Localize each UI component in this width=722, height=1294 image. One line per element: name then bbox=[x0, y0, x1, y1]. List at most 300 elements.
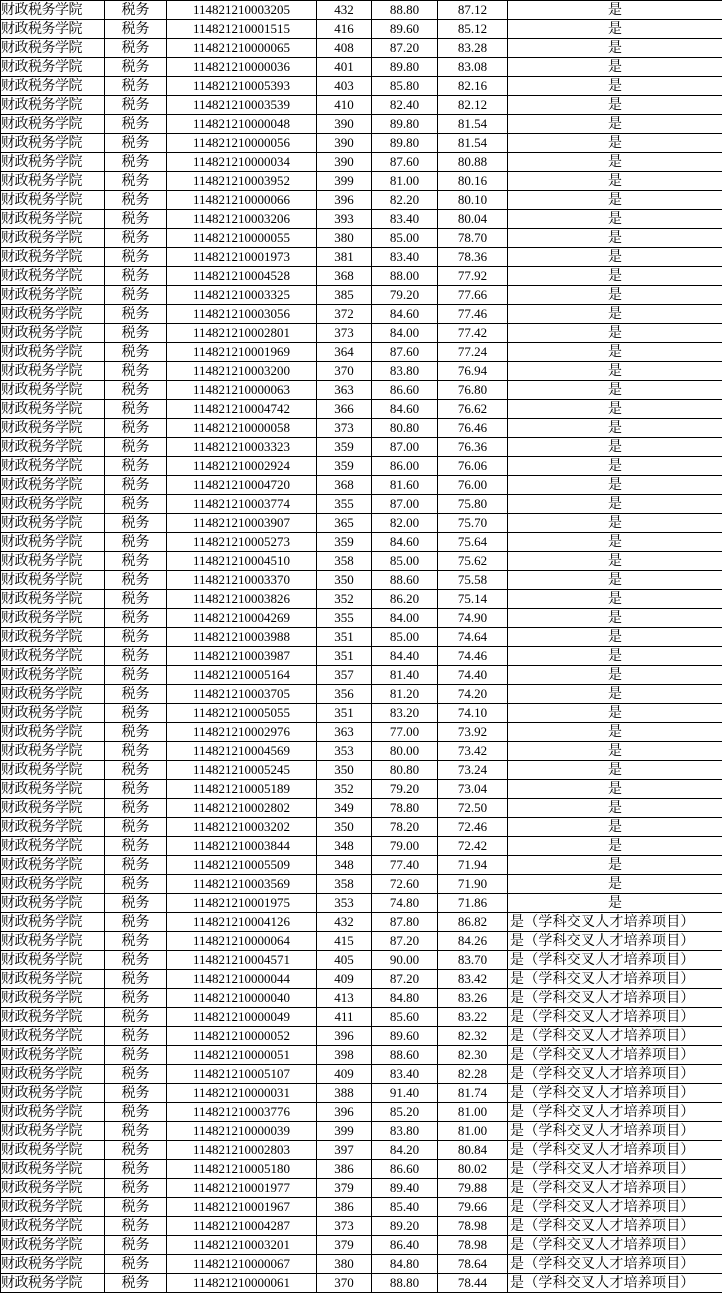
final-score-cell: 76.06 bbox=[438, 457, 508, 476]
candidate-id-cell: 114821210001973 bbox=[167, 248, 317, 267]
major-cell: 税务 bbox=[105, 514, 167, 533]
school-cell: 财政税务学院 bbox=[1, 153, 105, 172]
final-score-cell: 76.94 bbox=[438, 362, 508, 381]
interview-score-cell: 85.60 bbox=[372, 1008, 438, 1027]
table-row bbox=[1, 343, 722, 362]
admitted-flag-cell: 是 bbox=[508, 286, 722, 305]
major-cell: 税务 bbox=[105, 761, 167, 780]
admitted-flag-cell: 是 bbox=[508, 875, 722, 894]
interview-score-cell: 84.80 bbox=[372, 1255, 438, 1274]
final-score-cell: 79.66 bbox=[438, 1198, 508, 1217]
major-cell: 税务 bbox=[105, 875, 167, 894]
table-row bbox=[1, 951, 722, 970]
initial-score-cell: 348 bbox=[317, 837, 372, 856]
candidate-id-cell: 114821210003200 bbox=[167, 362, 317, 381]
major-cell: 税务 bbox=[105, 628, 167, 647]
initial-score-cell: 432 bbox=[317, 913, 372, 932]
table-row bbox=[1, 837, 722, 856]
school-cell: 财政税务学院 bbox=[1, 20, 105, 39]
initial-score-cell: 409 bbox=[317, 970, 372, 989]
interview-score-cell: 74.80 bbox=[372, 894, 438, 913]
candidate-id-cell: 114821210002803 bbox=[167, 1141, 317, 1160]
admitted-flag-cell: 是（学科交叉人才培养项目） bbox=[508, 913, 722, 932]
table-row bbox=[1, 647, 722, 666]
admitted-flag-cell: 是 bbox=[508, 818, 722, 837]
initial-score-cell: 399 bbox=[317, 172, 372, 191]
table-row bbox=[1, 590, 722, 609]
school-cell: 财政税务学院 bbox=[1, 818, 105, 837]
initial-score-cell: 432 bbox=[317, 1, 372, 20]
final-score-cell: 76.00 bbox=[438, 476, 508, 495]
candidate-id-cell: 114821210004510 bbox=[167, 552, 317, 571]
table-row bbox=[1, 932, 722, 951]
interview-score-cell: 81.00 bbox=[372, 172, 438, 191]
interview-score-cell: 83.80 bbox=[372, 1122, 438, 1141]
initial-score-cell: 379 bbox=[317, 1236, 372, 1255]
candidate-id-cell: 114821210003569 bbox=[167, 875, 317, 894]
admitted-flag-cell: 是 bbox=[508, 210, 722, 229]
interview-score-cell: 87.20 bbox=[372, 932, 438, 951]
major-cell: 税务 bbox=[105, 229, 167, 248]
interview-score-cell: 88.80 bbox=[372, 1274, 438, 1293]
interview-score-cell: 82.40 bbox=[372, 96, 438, 115]
candidate-id-cell: 114821210005509 bbox=[167, 856, 317, 875]
initial-score-cell: 411 bbox=[317, 1008, 372, 1027]
candidate-id-cell: 114821210004269 bbox=[167, 609, 317, 628]
candidate-id-cell: 114821210004742 bbox=[167, 400, 317, 419]
interview-score-cell: 88.00 bbox=[372, 267, 438, 286]
admitted-flag-cell: 是 bbox=[508, 571, 722, 590]
final-score-cell: 81.74 bbox=[438, 1084, 508, 1103]
final-score-cell: 83.28 bbox=[438, 39, 508, 58]
initial-score-cell: 380 bbox=[317, 229, 372, 248]
interview-score-cell: 85.00 bbox=[372, 552, 438, 571]
admitted-flag-cell: 是 bbox=[508, 1, 722, 20]
admitted-flag-cell: 是 bbox=[508, 96, 722, 115]
interview-score-cell: 83.40 bbox=[372, 1065, 438, 1084]
major-cell: 税务 bbox=[105, 742, 167, 761]
final-score-cell: 73.42 bbox=[438, 742, 508, 761]
table-row bbox=[1, 115, 722, 134]
admitted-flag-cell: 是 bbox=[508, 704, 722, 723]
school-cell: 财政税务学院 bbox=[1, 1065, 105, 1084]
initial-score-cell: 399 bbox=[317, 1122, 372, 1141]
final-score-cell: 75.58 bbox=[438, 571, 508, 590]
final-score-cell: 75.70 bbox=[438, 514, 508, 533]
admitted-flag-cell: 是（学科交叉人才培养项目） bbox=[508, 1103, 722, 1122]
final-score-cell: 74.64 bbox=[438, 628, 508, 647]
major-cell: 税务 bbox=[105, 1217, 167, 1236]
table-row bbox=[1, 666, 722, 685]
school-cell: 财政税务学院 bbox=[1, 723, 105, 742]
candidate-id-cell: 114821210001967 bbox=[167, 1198, 317, 1217]
table-row bbox=[1, 438, 722, 457]
admitted-flag-cell: 是 bbox=[508, 305, 722, 324]
interview-score-cell: 72.60 bbox=[372, 875, 438, 894]
initial-score-cell: 396 bbox=[317, 1103, 372, 1122]
candidate-id-cell: 114821210003202 bbox=[167, 818, 317, 837]
school-cell: 财政税务学院 bbox=[1, 267, 105, 286]
final-score-cell: 74.20 bbox=[438, 685, 508, 704]
school-cell: 财政税务学院 bbox=[1, 172, 105, 191]
table-row bbox=[1, 1160, 722, 1179]
table-row bbox=[1, 229, 722, 248]
interview-score-cell: 89.40 bbox=[372, 1179, 438, 1198]
final-score-cell: 87.12 bbox=[438, 1, 508, 20]
school-cell: 财政税务学院 bbox=[1, 476, 105, 495]
initial-score-cell: 363 bbox=[317, 381, 372, 400]
table-body bbox=[1, 1, 722, 1293]
school-cell: 财政税务学院 bbox=[1, 1255, 105, 1274]
candidate-id-cell: 114821210000067 bbox=[167, 1255, 317, 1274]
admitted-flag-cell: 是 bbox=[508, 191, 722, 210]
candidate-id-cell: 114821210005180 bbox=[167, 1160, 317, 1179]
major-cell: 税务 bbox=[105, 457, 167, 476]
candidate-id-cell: 114821210003206 bbox=[167, 210, 317, 229]
interview-score-cell: 87.00 bbox=[372, 438, 438, 457]
final-score-cell: 75.80 bbox=[438, 495, 508, 514]
interview-score-cell: 81.40 bbox=[372, 666, 438, 685]
school-cell: 财政税务学院 bbox=[1, 96, 105, 115]
interview-score-cell: 88.80 bbox=[372, 1, 438, 20]
admitted-flag-cell: 是 bbox=[508, 761, 722, 780]
major-cell: 税务 bbox=[105, 39, 167, 58]
school-cell: 财政税务学院 bbox=[1, 343, 105, 362]
interview-score-cell: 82.20 bbox=[372, 191, 438, 210]
initial-score-cell: 358 bbox=[317, 552, 372, 571]
school-cell: 财政税务学院 bbox=[1, 1198, 105, 1217]
table-row bbox=[1, 1122, 722, 1141]
admitted-flag-cell: 是 bbox=[508, 115, 722, 134]
final-score-cell: 80.10 bbox=[438, 191, 508, 210]
initial-score-cell: 390 bbox=[317, 115, 372, 134]
table-row bbox=[1, 1065, 722, 1084]
interview-score-cell: 83.40 bbox=[372, 210, 438, 229]
candidate-id-cell: 114821210004528 bbox=[167, 267, 317, 286]
final-score-cell: 82.12 bbox=[438, 96, 508, 115]
major-cell: 税务 bbox=[105, 1160, 167, 1179]
school-cell: 财政税务学院 bbox=[1, 362, 105, 381]
admitted-flag-cell: 是（学科交叉人才培养项目） bbox=[508, 1084, 722, 1103]
final-score-cell: 76.62 bbox=[438, 400, 508, 419]
initial-score-cell: 409 bbox=[317, 1065, 372, 1084]
interview-score-cell: 90.00 bbox=[372, 951, 438, 970]
table-row bbox=[1, 362, 722, 381]
major-cell: 税务 bbox=[105, 723, 167, 742]
initial-score-cell: 359 bbox=[317, 533, 372, 552]
initial-score-cell: 351 bbox=[317, 628, 372, 647]
table-row bbox=[1, 1141, 722, 1160]
table-row bbox=[1, 77, 722, 96]
table-row bbox=[1, 780, 722, 799]
initial-score-cell: 359 bbox=[317, 438, 372, 457]
admitted-flag-cell: 是 bbox=[508, 20, 722, 39]
initial-score-cell: 408 bbox=[317, 39, 372, 58]
admitted-flag-cell: 是 bbox=[508, 666, 722, 685]
admitted-flag-cell: 是 bbox=[508, 894, 722, 913]
final-score-cell: 81.00 bbox=[438, 1103, 508, 1122]
table-row bbox=[1, 39, 722, 58]
admitted-flag-cell: 是 bbox=[508, 533, 722, 552]
table-row bbox=[1, 514, 722, 533]
school-cell: 财政税务学院 bbox=[1, 438, 105, 457]
major-cell: 税务 bbox=[105, 799, 167, 818]
school-cell: 财政税务学院 bbox=[1, 134, 105, 153]
initial-score-cell: 348 bbox=[317, 856, 372, 875]
interview-score-cell: 78.20 bbox=[372, 818, 438, 837]
interview-score-cell: 89.80 bbox=[372, 115, 438, 134]
initial-score-cell: 370 bbox=[317, 362, 372, 381]
major-cell: 税务 bbox=[105, 381, 167, 400]
admitted-flag-cell: 是（学科交叉人才培养项目） bbox=[508, 1046, 722, 1065]
major-cell: 税务 bbox=[105, 343, 167, 362]
table-row bbox=[1, 1103, 722, 1122]
major-cell: 税务 bbox=[105, 1179, 167, 1198]
major-cell: 税务 bbox=[105, 267, 167, 286]
school-cell: 财政税务学院 bbox=[1, 685, 105, 704]
admitted-flag-cell: 是 bbox=[508, 248, 722, 267]
interview-score-cell: 80.00 bbox=[372, 742, 438, 761]
school-cell: 财政税务学院 bbox=[1, 628, 105, 647]
school-cell: 财政税务学院 bbox=[1, 780, 105, 799]
candidate-id-cell: 114821210003705 bbox=[167, 685, 317, 704]
interview-score-cell: 86.20 bbox=[372, 590, 438, 609]
candidate-id-cell: 114821210000051 bbox=[167, 1046, 317, 1065]
table-row bbox=[1, 153, 722, 172]
interview-score-cell: 86.60 bbox=[372, 381, 438, 400]
school-cell: 财政税务学院 bbox=[1, 970, 105, 989]
candidate-id-cell: 114821210001975 bbox=[167, 894, 317, 913]
school-cell: 财政税务学院 bbox=[1, 229, 105, 248]
initial-score-cell: 380 bbox=[317, 1255, 372, 1274]
table-row bbox=[1, 58, 722, 77]
initial-score-cell: 410 bbox=[317, 96, 372, 115]
table-row bbox=[1, 191, 722, 210]
admitted-flag-cell: 是 bbox=[508, 628, 722, 647]
final-score-cell: 71.90 bbox=[438, 875, 508, 894]
major-cell: 税务 bbox=[105, 400, 167, 419]
school-cell: 财政税务学院 bbox=[1, 875, 105, 894]
final-score-cell: 82.16 bbox=[438, 77, 508, 96]
initial-score-cell: 386 bbox=[317, 1160, 372, 1179]
major-cell: 税务 bbox=[105, 77, 167, 96]
admitted-flag-cell: 是 bbox=[508, 723, 722, 742]
major-cell: 税务 bbox=[105, 913, 167, 932]
major-cell: 税务 bbox=[105, 666, 167, 685]
candidate-id-cell: 114821210004287 bbox=[167, 1217, 317, 1236]
candidate-id-cell: 114821210002976 bbox=[167, 723, 317, 742]
school-cell: 财政税务学院 bbox=[1, 77, 105, 96]
admitted-flag-cell: 是（学科交叉人才培养项目） bbox=[508, 1198, 722, 1217]
interview-score-cell: 87.60 bbox=[372, 153, 438, 172]
candidate-id-cell: 114821210000056 bbox=[167, 134, 317, 153]
table-row bbox=[1, 628, 722, 647]
candidate-id-cell: 114821210000058 bbox=[167, 419, 317, 438]
school-cell: 财政税务学院 bbox=[1, 1122, 105, 1141]
final-score-cell: 81.54 bbox=[438, 134, 508, 153]
major-cell: 税务 bbox=[105, 1122, 167, 1141]
interview-score-cell: 84.00 bbox=[372, 609, 438, 628]
interview-score-cell: 83.80 bbox=[372, 362, 438, 381]
initial-score-cell: 396 bbox=[317, 191, 372, 210]
major-cell: 税务 bbox=[105, 780, 167, 799]
final-score-cell: 76.46 bbox=[438, 419, 508, 438]
final-score-cell: 80.02 bbox=[438, 1160, 508, 1179]
school-cell: 财政税务学院 bbox=[1, 837, 105, 856]
school-cell: 财政税务学院 bbox=[1, 1274, 105, 1293]
table-row bbox=[1, 1274, 722, 1293]
admitted-flag-cell: 是 bbox=[508, 685, 722, 704]
school-cell: 财政税务学院 bbox=[1, 191, 105, 210]
final-score-cell: 83.22 bbox=[438, 1008, 508, 1027]
admitted-flag-cell: 是 bbox=[508, 457, 722, 476]
admitted-flag-cell: 是 bbox=[508, 837, 722, 856]
interview-score-cell: 91.40 bbox=[372, 1084, 438, 1103]
interview-score-cell: 86.00 bbox=[372, 457, 438, 476]
final-score-cell: 73.24 bbox=[438, 761, 508, 780]
interview-score-cell: 87.60 bbox=[372, 343, 438, 362]
candidate-id-cell: 114821210003774 bbox=[167, 495, 317, 514]
initial-score-cell: 396 bbox=[317, 1027, 372, 1046]
school-cell: 财政税务学院 bbox=[1, 1160, 105, 1179]
table-row bbox=[1, 20, 722, 39]
school-cell: 财政税务学院 bbox=[1, 1027, 105, 1046]
major-cell: 税务 bbox=[105, 1274, 167, 1293]
major-cell: 税务 bbox=[105, 856, 167, 875]
school-cell: 财政税务学院 bbox=[1, 742, 105, 761]
major-cell: 税务 bbox=[105, 134, 167, 153]
final-score-cell: 83.08 bbox=[438, 58, 508, 77]
interview-score-cell: 86.60 bbox=[372, 1160, 438, 1179]
admitted-flag-cell: 是 bbox=[508, 400, 722, 419]
admitted-flag-cell: 是（学科交叉人才培养项目） bbox=[508, 1065, 722, 1084]
admitted-flag-cell: 是 bbox=[508, 153, 722, 172]
final-score-cell: 71.94 bbox=[438, 856, 508, 875]
table-row bbox=[1, 324, 722, 343]
major-cell: 税务 bbox=[105, 305, 167, 324]
table-row bbox=[1, 723, 722, 742]
admitted-flag-cell: 是 bbox=[508, 476, 722, 495]
initial-score-cell: 381 bbox=[317, 248, 372, 267]
school-cell: 财政税务学院 bbox=[1, 495, 105, 514]
school-cell: 财政税务学院 bbox=[1, 457, 105, 476]
table-row bbox=[1, 495, 722, 514]
admitted-flag-cell: 是 bbox=[508, 77, 722, 96]
school-cell: 财政税务学院 bbox=[1, 1084, 105, 1103]
table-row bbox=[1, 875, 722, 894]
candidate-id-cell: 114821210000061 bbox=[167, 1274, 317, 1293]
initial-score-cell: 415 bbox=[317, 932, 372, 951]
interview-score-cell: 84.60 bbox=[372, 305, 438, 324]
major-cell: 税务 bbox=[105, 533, 167, 552]
major-cell: 税务 bbox=[105, 324, 167, 343]
school-cell: 财政税务学院 bbox=[1, 894, 105, 913]
major-cell: 税务 bbox=[105, 153, 167, 172]
admitted-flag-cell: 是 bbox=[508, 780, 722, 799]
interview-score-cell: 80.80 bbox=[372, 419, 438, 438]
major-cell: 税务 bbox=[105, 1103, 167, 1122]
table-row bbox=[1, 552, 722, 571]
school-cell: 财政税务学院 bbox=[1, 647, 105, 666]
admitted-flag-cell: 是 bbox=[508, 552, 722, 571]
final-score-cell: 72.50 bbox=[438, 799, 508, 818]
admitted-flag-cell: 是（学科交叉人才培养项目） bbox=[508, 1236, 722, 1255]
table-row bbox=[1, 1179, 722, 1198]
interview-score-cell: 89.60 bbox=[372, 1027, 438, 1046]
final-score-cell: 86.82 bbox=[438, 913, 508, 932]
candidate-id-cell: 114821210000040 bbox=[167, 989, 317, 1008]
final-score-cell: 75.62 bbox=[438, 552, 508, 571]
final-score-cell: 77.66 bbox=[438, 286, 508, 305]
interview-score-cell: 84.20 bbox=[372, 1141, 438, 1160]
final-score-cell: 80.16 bbox=[438, 172, 508, 191]
major-cell: 税务 bbox=[105, 210, 167, 229]
school-cell: 财政税务学院 bbox=[1, 305, 105, 324]
interview-score-cell: 85.40 bbox=[372, 1198, 438, 1217]
table-row bbox=[1, 1084, 722, 1103]
candidate-id-cell: 114821210003325 bbox=[167, 286, 317, 305]
candidate-id-cell: 114821210003776 bbox=[167, 1103, 317, 1122]
interview-score-cell: 87.00 bbox=[372, 495, 438, 514]
major-cell: 税务 bbox=[105, 989, 167, 1008]
major-cell: 税务 bbox=[105, 476, 167, 495]
school-cell: 财政税务学院 bbox=[1, 1179, 105, 1198]
final-score-cell: 79.88 bbox=[438, 1179, 508, 1198]
admitted-flag-cell: 是（学科交叉人才培养项目） bbox=[508, 1027, 722, 1046]
initial-score-cell: 390 bbox=[317, 153, 372, 172]
candidate-id-cell: 114821210000034 bbox=[167, 153, 317, 172]
final-score-cell: 74.46 bbox=[438, 647, 508, 666]
table-row bbox=[1, 818, 722, 837]
final-score-cell: 82.32 bbox=[438, 1027, 508, 1046]
interview-score-cell: 80.80 bbox=[372, 761, 438, 780]
interview-score-cell: 89.20 bbox=[372, 1217, 438, 1236]
candidate-id-cell: 114821210000039 bbox=[167, 1122, 317, 1141]
major-cell: 税务 bbox=[105, 1046, 167, 1065]
initial-score-cell: 372 bbox=[317, 305, 372, 324]
school-cell: 财政税务学院 bbox=[1, 704, 105, 723]
initial-score-cell: 386 bbox=[317, 1198, 372, 1217]
major-cell: 税务 bbox=[105, 1141, 167, 1160]
final-score-cell: 78.98 bbox=[438, 1217, 508, 1236]
final-score-cell: 82.30 bbox=[438, 1046, 508, 1065]
candidate-id-cell: 114821210003370 bbox=[167, 571, 317, 590]
school-cell: 财政税务学院 bbox=[1, 58, 105, 77]
major-cell: 税务 bbox=[105, 932, 167, 951]
school-cell: 财政税务学院 bbox=[1, 1217, 105, 1236]
admitted-flag-cell: 是（学科交叉人才培养项目） bbox=[508, 1274, 722, 1293]
interview-score-cell: 88.60 bbox=[372, 571, 438, 590]
final-score-cell: 75.64 bbox=[438, 533, 508, 552]
final-score-cell: 72.46 bbox=[438, 818, 508, 837]
candidate-id-cell: 114821210003988 bbox=[167, 628, 317, 647]
table-row bbox=[1, 96, 722, 115]
candidate-id-cell: 114821210003826 bbox=[167, 590, 317, 609]
candidate-id-cell: 114821210004720 bbox=[167, 476, 317, 495]
table-row bbox=[1, 533, 722, 552]
candidate-id-cell: 114821210003056 bbox=[167, 305, 317, 324]
school-cell: 财政税务学院 bbox=[1, 913, 105, 932]
admitted-flag-cell: 是（学科交叉人才培养项目） bbox=[508, 1141, 722, 1160]
final-score-cell: 72.42 bbox=[438, 837, 508, 856]
major-cell: 税务 bbox=[105, 286, 167, 305]
major-cell: 税务 bbox=[105, 1236, 167, 1255]
final-score-cell: 84.26 bbox=[438, 932, 508, 951]
school-cell: 财政税务学院 bbox=[1, 1103, 105, 1122]
initial-score-cell: 370 bbox=[317, 1274, 372, 1293]
table-row bbox=[1, 704, 722, 723]
final-score-cell: 85.12 bbox=[438, 20, 508, 39]
